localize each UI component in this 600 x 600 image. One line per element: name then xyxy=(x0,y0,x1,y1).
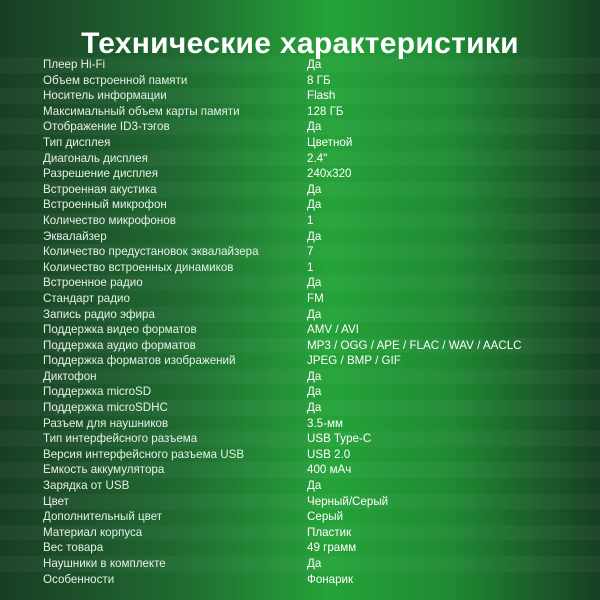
spec-row xyxy=(0,416,600,432)
spec-value: 1 xyxy=(307,260,314,274)
spec-label: Цвет xyxy=(43,494,69,508)
spec-label: Дополнительный цвет xyxy=(43,510,163,524)
spec-row xyxy=(0,135,600,151)
spec-row xyxy=(0,509,600,525)
spec-label: Тип интерфейсного разъема xyxy=(43,432,198,446)
spec-value: JPEG / BMP / GIF xyxy=(307,354,401,368)
spec-value: 7 xyxy=(307,245,314,259)
spec-value: Да xyxy=(307,401,322,415)
spec-label: Разрешение дисплея xyxy=(43,167,158,181)
spec-value: Да xyxy=(307,182,322,196)
spec-value: Да xyxy=(307,58,322,71)
spec-row xyxy=(0,478,600,494)
spec-value: Да xyxy=(307,385,322,399)
spec-label: Встроенный микрофон xyxy=(43,198,167,212)
spec-value: FM xyxy=(307,291,324,305)
spec-row xyxy=(0,462,600,478)
spec-value: 1 xyxy=(307,213,314,227)
spec-row xyxy=(0,213,600,229)
spec-label: Версия интерфейсного разъема USB xyxy=(43,447,245,461)
spec-label: Диагональ дисплея xyxy=(43,151,148,165)
spec-row xyxy=(0,540,600,556)
spec-row xyxy=(0,556,600,572)
spec-label: Количество предустановок эквалайзера xyxy=(43,245,259,259)
spec-row xyxy=(0,384,600,400)
spec-value: 2.4" xyxy=(307,151,328,165)
spec-label: Отображение ID3-тэгов xyxy=(43,120,170,134)
spec-label: Поддержка форматов изображений xyxy=(43,354,236,368)
spec-value: Да xyxy=(307,479,322,493)
spec-row xyxy=(0,400,600,416)
spec-row xyxy=(0,244,600,260)
spec-row xyxy=(0,88,600,104)
spec-row xyxy=(0,260,600,276)
spec-row xyxy=(0,525,600,541)
spec-row xyxy=(0,119,600,135)
spec-row xyxy=(0,291,600,307)
spec-value: 3.5-мм xyxy=(307,416,343,430)
spec-label: Встроенное радио xyxy=(43,276,143,290)
spec-label: Вес товара xyxy=(43,541,104,555)
spec-label: Плеер Hi-Fi xyxy=(43,58,106,71)
spec-row xyxy=(0,182,600,198)
spec-label: Объем встроенной памяти xyxy=(43,73,188,87)
spec-row xyxy=(0,275,600,291)
spec-label: Запись радио эфира xyxy=(43,307,155,321)
spec-label: Наушники в комплекте xyxy=(43,557,166,570)
spec-label: Максимальный объем карты памяти xyxy=(43,104,240,118)
spec-row xyxy=(0,353,600,369)
spec-label: Стандарт радио xyxy=(43,291,130,305)
spec-value: Flash xyxy=(307,89,336,103)
spec-row xyxy=(0,338,600,354)
spec-value: Да xyxy=(307,276,322,290)
spec-value: Серый xyxy=(307,510,344,524)
spec-row xyxy=(0,307,600,323)
spec-value: Черный/Серый xyxy=(307,494,389,508)
spec-value: 8 ГБ xyxy=(307,73,331,87)
spec-value: Да xyxy=(307,198,322,212)
spec-value: Да xyxy=(307,369,322,383)
spec-label: Особенности xyxy=(43,572,115,586)
specs-table xyxy=(0,57,600,587)
spec-row xyxy=(0,229,600,245)
spec-label: Количество встроенных динамиков xyxy=(43,260,234,274)
spec-value: 400 мАч xyxy=(307,463,352,477)
spec-value: Цветной xyxy=(307,135,353,149)
spec-value: Да xyxy=(307,120,322,134)
spec-row xyxy=(0,431,600,447)
spec-value: MP3 / OGG / APE / FLAC / WAV / AACLC xyxy=(307,338,522,352)
spec-label: Диктофон xyxy=(43,369,97,383)
spec-row xyxy=(0,73,600,89)
spec-label: Поддержка microSDHC xyxy=(43,401,168,415)
spec-value: Да xyxy=(307,557,322,570)
spec-label: Количество микрофонов xyxy=(43,213,176,227)
spec-row xyxy=(0,494,600,510)
spec-label: Поддержка microSD xyxy=(43,385,152,399)
spec-row xyxy=(0,572,600,588)
spec-label: Разъем для наушников xyxy=(43,416,169,430)
spec-value: 240x320 xyxy=(307,167,352,181)
spec-value: 128 ГБ xyxy=(307,104,344,118)
spec-row xyxy=(0,447,600,463)
spec-row xyxy=(0,322,600,338)
spec-label: Носитель информации xyxy=(43,89,167,103)
spec-label: Материал корпуса xyxy=(43,525,143,539)
spec-value: USB 2.0 xyxy=(307,447,351,461)
spec-row xyxy=(0,369,600,385)
spec-label: Эквалайзер xyxy=(43,229,107,243)
spec-value: Пластик xyxy=(307,525,352,539)
spec-label: Зарядка от USB xyxy=(43,479,130,493)
spec-label: Емкость аккумулятора xyxy=(43,463,165,477)
spec-value: USB Type-C xyxy=(307,432,372,446)
spec-row xyxy=(0,57,600,73)
spec-row xyxy=(0,104,600,120)
spec-label: Поддержка аудио форматов xyxy=(43,338,196,352)
spec-row xyxy=(0,151,600,167)
spec-value: Фонарик xyxy=(307,572,354,586)
spec-label: Поддержка видео форматов xyxy=(43,323,197,337)
spec-label: Тип дисплея xyxy=(43,135,111,149)
spec-row xyxy=(0,197,600,213)
spec-value: Да xyxy=(307,229,322,243)
spec-value: AMV / AVI xyxy=(307,323,359,337)
page-title: Технические характеристики xyxy=(81,27,519,61)
spec-value: Да xyxy=(307,307,322,321)
spec-row xyxy=(0,166,600,182)
spec-label: Встроенная акустика xyxy=(43,182,157,196)
spec-value: 49 грамм xyxy=(307,541,357,555)
